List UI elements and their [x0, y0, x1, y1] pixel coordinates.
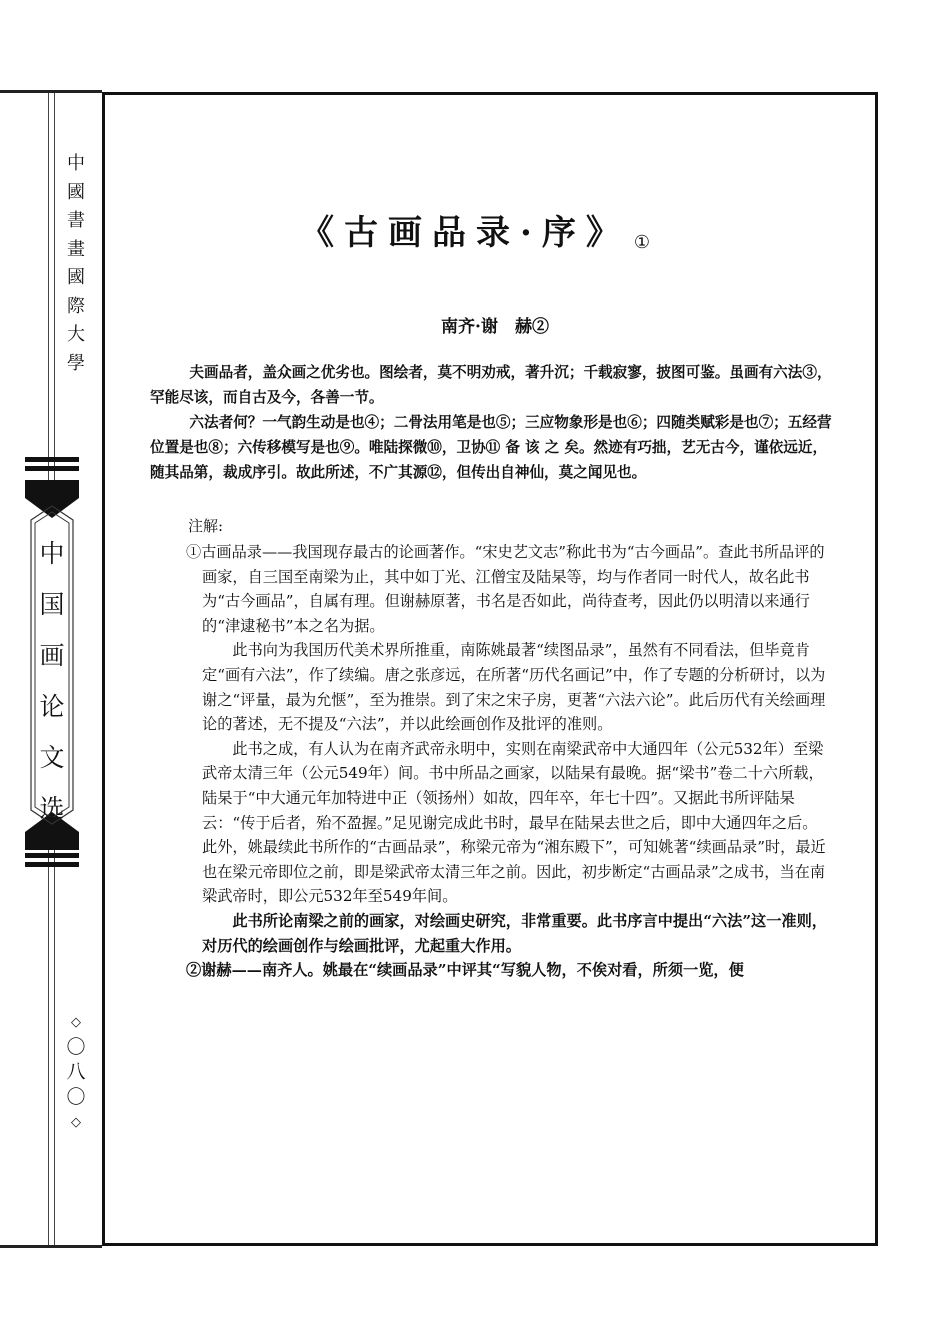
page-number — [58, 1010, 94, 1135]
banner-bottom-bar-2 — [25, 862, 79, 867]
series-title-char: 畫 — [67, 238, 85, 260]
article-title-text: 《古画品录·序》 — [300, 213, 630, 253]
note-item: 此书之成，有人认为在南齐武帝永明中，实则在南梁武帝中大通四年（公元532年）至梁武帝太清三年（公元549年）间。书中所品之画家，以陆杲有最晚。据“梁书”卷二十六所载，陆杲于“中大通元年加特进中正（领扬州）如故，四年卒，年七十四”。又据此书所评陆杲云：“传于后者，殆不盈握。”足见谢完成此书时，最早在陆杲去世之后，即中大通四年之后。此外，姚最续此书所作的“古画品录”，称梁元帝为“湘东殿下”，可知姚著“续画品录”时，最近也在梁元帝即位之前，即是梁武帝太清三年之前。因此，初步断定“古画品录”之成书，当在南梁武帝时，即公元532年至549年间。 — [202, 739, 826, 906]
body-paragraph: 夫画品者，盖众画之优劣也。图绘者，莫不明劝戒，著升沉；千载寂寥，披图可鉴。虽画有六法③，罕能尽该，而自古及今，各善一节。 — [150, 364, 832, 406]
book-title-char: 画 — [39, 641, 65, 670]
notes-section — [186, 540, 832, 983]
book-title-char: 文 — [39, 743, 65, 772]
banner-bottom-bar — [25, 853, 79, 858]
book-title-char: 中 — [39, 539, 65, 568]
note-item: ①古画品录——我国现存最古的论画著作。“宋史艺文志”称此书为“古今画品”。查此书所品评的画家，自三国至南梁为止，其中如丁光、江僧宝及陆杲等，均与作者同一时代人，故名此书为“古今画品”，自属有理。但谢赫原著，书名是否如此，尚待查考，因此仍以明清以来通行的“津逮秘书”本之名为据。 — [186, 543, 825, 635]
title-footnote-marker: ① — [633, 232, 650, 253]
book-title — [25, 528, 79, 834]
book-title-char: 国 — [39, 590, 65, 619]
note-item: 此书向为我国历代美术界所推重，南陈姚最著“续图品录”，虽然有不同看法，但毕竟肯定“画有六法”，作了续编。唐之张彦远，在所著“历代名画记”中，作了专题的分析研讨，以为谢之“评量，最为允惬”，至为推崇。到了宋之宋子房，更著“六法六论”。此后历代有关绘画理论的著述，无不提及“六法”，并以此绘画创作及批评的准则。 — [202, 641, 826, 734]
page-number-char: 八 — [66, 1061, 86, 1083]
series-title-char: 學 — [67, 352, 85, 374]
series-title-char: 國 — [67, 181, 85, 203]
series-title-char: 際 — [67, 295, 85, 317]
page-frame-top-line — [0, 90, 102, 93]
banner-top-bar — [25, 457, 79, 462]
note-item: ②谢赫——南齐人。姚最在“续画品录”中评其“写貌人物，不俟对看，所须一览，便 — [186, 961, 744, 980]
series-title-char: 書 — [67, 210, 85, 231]
page-number-char: 〇 — [66, 1086, 86, 1108]
page-frame-bottom-line — [0, 1245, 102, 1248]
series-title-char: 國 — [67, 267, 85, 288]
page-number-char: 〇 — [66, 1036, 86, 1058]
series-title-char: 大 — [67, 324, 85, 345]
book-title-char: 选 — [39, 794, 65, 823]
series-title — [56, 150, 96, 378]
article-author: 南齐·谢 赫② — [441, 317, 549, 337]
page-number-char: ◇ — [71, 1015, 81, 1030]
notes-heading: 注解: — [188, 517, 224, 535]
series-title-char: 中 — [67, 153, 85, 174]
article-body — [150, 360, 832, 485]
note-item: 此书所论南梁之前的画家，对绘画史研究，非常重要。此书序言中提出“六法”这一准则，对历代的绘画创作与绘画批评，尤起重大作用。 — [202, 911, 827, 955]
article-title — [0, 205, 950, 254]
page-number-char: ◇ — [71, 1115, 81, 1130]
body-paragraph: 六法者何？一气韵生动是也④；二骨法用笔是也⑤；三应物象形是也⑥；四随类赋彩是也⑦；五经营位置是也⑧；六传移模写是也⑨。唯陆探微⑩，卫协⑪ 备 该 之 矣。然迹有巧拙，艺无古今，谨依远近，随其品第，裁成序引。故此所述，不广其源⑫，但传出自神仙，莫之闻见也。 — [150, 414, 832, 481]
book-title-char: 论 — [39, 692, 65, 721]
banner-top-bar-2 — [25, 466, 79, 471]
